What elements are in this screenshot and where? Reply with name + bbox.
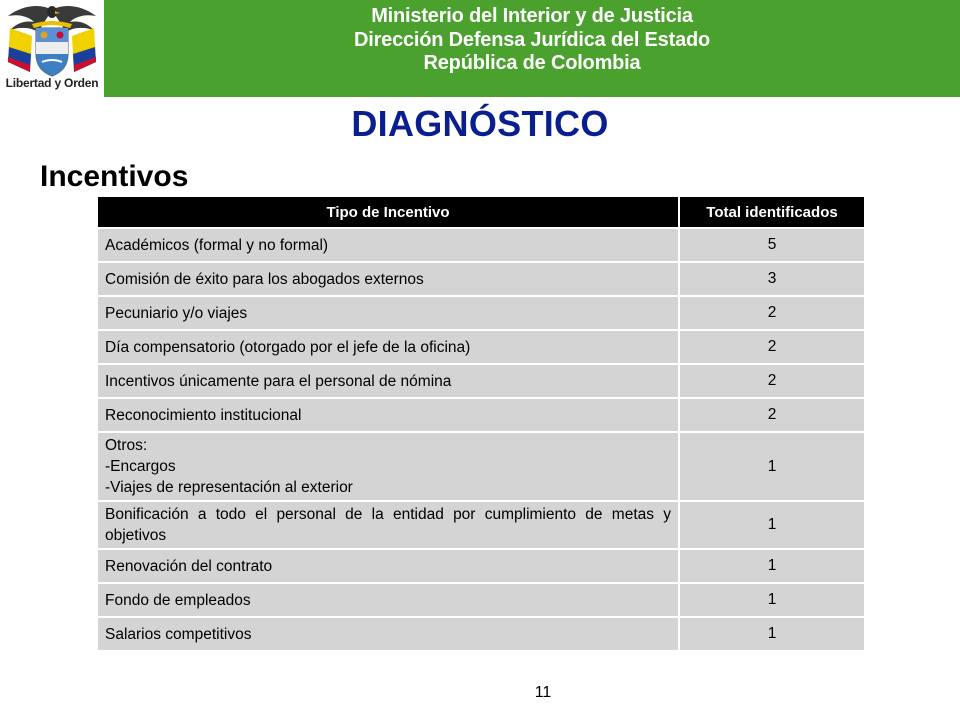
header-tipo: Tipo de Incentivo: [97, 196, 679, 228]
cell-total: 2: [679, 296, 865, 330]
cell-tipo-line: -Encargos: [105, 458, 176, 475]
table-row: [97, 398, 865, 432]
table-row: [97, 617, 865, 651]
table-row: [97, 262, 865, 296]
cell-total: 1: [679, 617, 865, 651]
cell-tipo: [97, 330, 679, 364]
cell-tipo: [97, 549, 679, 583]
cell-total: 1: [679, 549, 865, 583]
cell-total: 2: [679, 330, 865, 364]
header-band: [104, 0, 960, 97]
table-row: [97, 549, 865, 583]
cell-tipo-line: Incentivos únicamente para el personal de nómina: [105, 372, 452, 390]
table-header-row: [97, 196, 865, 228]
cell-total: 3: [679, 262, 865, 296]
cell-tipo-line: Día compensatorio (otorgado por el jefe de la oficina): [105, 338, 471, 356]
table-row: [97, 432, 865, 501]
cell-tipo: [97, 432, 679, 501]
header-direction: Dirección Defensa Jurídica del Estado: [353, 28, 711, 51]
page-number: 11: [534, 684, 552, 701]
cell-total: 2: [679, 364, 865, 398]
table-row: [97, 330, 865, 364]
cell-total: 5: [679, 228, 865, 262]
section-title: Incentivos: [40, 160, 189, 193]
cell-tipo: [97, 617, 679, 651]
page-title: DIAGNÓSTICO: [351, 103, 609, 144]
cell-tipo-line: Reconocimiento institucional: [105, 406, 302, 424]
cell-tipo-line: Otros:: [105, 437, 148, 454]
cell-total: 1: [679, 583, 865, 617]
cell-tipo: [97, 501, 679, 549]
table-row: [97, 296, 865, 330]
cell-total: 2: [679, 398, 865, 432]
header-country: República de Colombia: [423, 52, 641, 74]
incentives-table: [96, 195, 866, 652]
cell-tipo: [97, 583, 679, 617]
cell-tipo-line: Fondo de empleados: [105, 591, 251, 609]
cell-tipo: [97, 228, 679, 262]
table-row: [97, 228, 865, 262]
cell-total: 1: [679, 432, 865, 501]
cell-tipo-line: -Viajes de representación al exterior: [105, 479, 353, 496]
cell-tipo-line: Comisión de éxito para los abogados externos: [105, 270, 424, 288]
cell-total: 1: [679, 501, 865, 549]
cell-tipo-line: Bonificación a todo el personal de la entidad por cumplimiento de metas y objetivos: [105, 506, 671, 544]
table-body: [97, 228, 865, 651]
cell-tipo-line: Pecuniario y/o viajes: [105, 304, 248, 322]
logo: [0, 0, 104, 97]
cell-tipo: [97, 398, 679, 432]
cell-tipo-line: Salarios competitivos: [105, 625, 252, 643]
header-ministry: Ministerio del Interior y de Justicia: [371, 5, 693, 27]
colombia-coat-of-arms-icon: [2, 2, 102, 78]
cell-tipo-line: Renovación del contrato: [105, 557, 273, 575]
cell-tipo: [97, 364, 679, 398]
cell-tipo: [97, 296, 679, 330]
cell-tipo-line: Académicos (formal y no formal): [105, 236, 329, 254]
table-row: [97, 583, 865, 617]
logo-motto: Libertad y Orden: [5, 76, 99, 90]
table-row: [97, 501, 865, 549]
cell-tipo: [97, 262, 679, 296]
header-total: Total identificados: [679, 196, 865, 228]
table-row: [97, 364, 865, 398]
